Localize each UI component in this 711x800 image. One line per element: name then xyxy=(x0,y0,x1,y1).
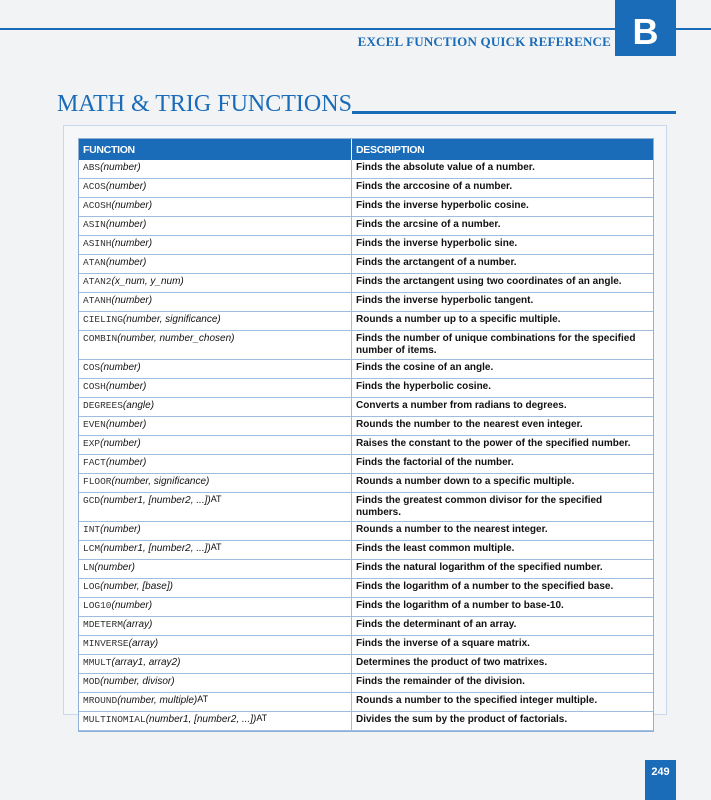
function-name: LN xyxy=(83,562,95,573)
description-cell: Finds the inverse hyperbolic sine. xyxy=(352,236,654,255)
description-cell: Finds the arctangent using two coordinates of an angle. xyxy=(352,274,654,293)
function-cell xyxy=(79,160,352,179)
function-name: ASINH xyxy=(83,238,112,249)
function-name: EXP xyxy=(83,438,101,449)
table-row xyxy=(79,436,653,455)
function-name: LOG xyxy=(83,581,101,592)
function-arguments: (number) xyxy=(111,600,153,611)
description-cell: Finds the least common multiple. xyxy=(352,541,654,560)
function-name: ASIN xyxy=(83,219,106,230)
function-suffix: AT xyxy=(197,694,209,704)
function-cell xyxy=(79,217,352,236)
table-row xyxy=(79,312,653,331)
table-body xyxy=(79,160,653,731)
function-name: DEGREES xyxy=(83,400,123,411)
description-cell: Finds the arctangent of a number. xyxy=(352,255,654,274)
function-cell xyxy=(79,360,352,379)
description-cell: Finds the greatest common divisor for the specified numbers. xyxy=(352,493,654,522)
table-row xyxy=(79,598,653,617)
function-name: ACOS xyxy=(83,181,106,192)
function-cell xyxy=(79,636,352,655)
description-cell: Finds the logarithm of a number to base-10. xyxy=(352,598,654,617)
function-arguments: (number1, [number2, ...]) xyxy=(100,543,211,554)
function-cell xyxy=(79,598,352,617)
table-row xyxy=(79,255,653,274)
function-cell xyxy=(79,693,352,712)
function-arguments: (number, multiple) xyxy=(117,695,198,706)
function-arguments: (angle) xyxy=(122,400,155,411)
description-cell: Determines the product of two matrixes. xyxy=(352,655,654,674)
description-cell: Finds the determinant of an array. xyxy=(352,617,654,636)
function-name: MOD xyxy=(83,676,101,687)
table-row xyxy=(79,160,653,179)
function-name: ATAN2 xyxy=(83,276,112,287)
table-row xyxy=(79,398,653,417)
description-cell: Finds the arccosine of a number. xyxy=(352,179,654,198)
function-arguments: (number) xyxy=(105,257,147,268)
table-row xyxy=(79,617,653,636)
description-cell: Finds the arcsine of a number. xyxy=(352,217,654,236)
function-name: LCM xyxy=(83,543,101,554)
appendix-tab: B xyxy=(615,0,676,56)
table-row xyxy=(79,674,653,693)
description-cell: Finds the cosine of an angle. xyxy=(352,360,654,379)
function-cell xyxy=(79,455,352,474)
function-table xyxy=(78,138,654,732)
table-row xyxy=(79,236,653,255)
table-row xyxy=(79,636,653,655)
table-row xyxy=(79,293,653,312)
description-cell: Converts a number from radians to degrees. xyxy=(352,398,654,417)
function-arguments: (number) xyxy=(100,362,141,373)
table-row xyxy=(79,560,653,579)
column-header-function: FUNCTION xyxy=(79,139,352,160)
function-suffix: AT xyxy=(256,713,268,723)
function-cell xyxy=(79,436,352,455)
table-row xyxy=(79,331,653,360)
description-cell: Finds the number of unique combinations for the specified number of items. xyxy=(352,331,654,360)
function-arguments: (number) xyxy=(105,381,147,392)
function-arguments: (number, divisor) xyxy=(100,676,175,687)
function-cell xyxy=(79,331,352,360)
function-name: FACT xyxy=(83,457,106,468)
function-arguments: (number) xyxy=(111,238,153,249)
function-name: LOG10 xyxy=(83,600,112,611)
function-name: MDETERM xyxy=(83,619,123,630)
running-head: EXCEL FUNCTION QUICK REFERENCE xyxy=(357,34,611,49)
table-row xyxy=(79,579,653,598)
function-name: ATAN xyxy=(83,257,106,268)
function-cell xyxy=(79,179,352,198)
function-name: ATANH xyxy=(83,295,112,306)
table-row xyxy=(79,655,653,674)
table-row xyxy=(79,379,653,398)
function-arguments: (number) xyxy=(105,419,147,430)
function-cell xyxy=(79,541,352,560)
function-cell xyxy=(79,236,352,255)
function-name: MINVERSE xyxy=(83,638,129,649)
function-cell xyxy=(79,293,352,312)
table-row xyxy=(79,179,653,198)
function-suffix: AT xyxy=(210,542,222,552)
function-name: GCD xyxy=(83,495,101,506)
function-arguments: (number) xyxy=(105,219,147,230)
table-row xyxy=(79,541,653,560)
function-cell xyxy=(79,522,352,541)
function-name: FLOOR xyxy=(83,476,112,487)
function-arguments: (number, number_chosen) xyxy=(117,333,235,344)
function-arguments: (number1, [number2, ...]) xyxy=(100,495,211,506)
description-cell: Divides the sum by the product of factorials. xyxy=(352,712,654,731)
table-row xyxy=(79,198,653,217)
table-row xyxy=(79,360,653,379)
description-cell: Finds the natural logarithm of the specified number. xyxy=(352,560,654,579)
function-cell xyxy=(79,560,352,579)
function-name: EVEN xyxy=(83,419,106,430)
section-title: MATH & TRIG FUNCTIONS xyxy=(57,91,352,117)
function-arguments: (number1, [number2, ...]) xyxy=(145,714,257,725)
function-arguments: (number) xyxy=(100,524,141,535)
function-cell xyxy=(79,255,352,274)
function-arguments: (number) xyxy=(105,457,147,468)
table-row xyxy=(79,522,653,541)
function-suffix: AT xyxy=(210,494,222,504)
function-cell xyxy=(79,674,352,693)
table-header-row xyxy=(79,139,653,160)
function-arguments: (number, significance) xyxy=(111,476,210,487)
function-name: ACOSH xyxy=(83,200,112,211)
function-arguments: (number) xyxy=(94,562,135,573)
function-cell xyxy=(79,474,352,493)
function-arguments: (array) xyxy=(128,638,159,649)
function-arguments: (number) xyxy=(105,181,147,192)
description-cell: Finds the logarithm of a number to the specified base. xyxy=(352,579,654,598)
function-name: COMBIN xyxy=(83,333,118,344)
function-cell xyxy=(79,655,352,674)
table-row xyxy=(79,712,653,731)
function-cell xyxy=(79,617,352,636)
table-row xyxy=(79,274,653,293)
function-name: MULTINOMIAL xyxy=(83,714,146,725)
description-cell: Rounds a number down to a specific multiple. xyxy=(352,474,654,493)
function-cell xyxy=(79,417,352,436)
function-name: ABS xyxy=(83,162,101,173)
table-row xyxy=(79,217,653,236)
table-row xyxy=(79,493,653,522)
table-row xyxy=(79,417,653,436)
table-row xyxy=(79,693,653,712)
table-row xyxy=(79,455,653,474)
description-cell: Finds the inverse hyperbolic tangent. xyxy=(352,293,654,312)
description-cell: Raises the constant to the power of the specified number. xyxy=(352,436,654,455)
function-name: INT xyxy=(83,524,101,535)
header-rule xyxy=(0,28,711,30)
description-cell: Rounds the number to the nearest even integer. xyxy=(352,417,654,436)
function-name: MMULT xyxy=(83,657,112,668)
description-cell: Rounds a number up to a specific multiple. xyxy=(352,312,654,331)
table-row xyxy=(79,474,653,493)
title-rule xyxy=(352,111,676,114)
function-name: MROUND xyxy=(83,695,118,706)
function-arguments: (number, significance) xyxy=(122,314,221,325)
function-arguments: (number) xyxy=(111,295,153,306)
function-name: COSH xyxy=(83,381,106,392)
function-arguments: (number, [base]) xyxy=(100,581,173,592)
function-arguments: (array) xyxy=(122,619,153,630)
function-arguments: (number) xyxy=(111,200,153,211)
function-arguments: (array1, array2) xyxy=(111,657,181,668)
function-arguments: (number) xyxy=(100,438,141,449)
function-cell xyxy=(79,579,352,598)
column-header-description: DESCRIPTION xyxy=(352,139,654,160)
function-cell xyxy=(79,198,352,217)
function-cell xyxy=(79,398,352,417)
description-cell: Rounds a number to the nearest integer. xyxy=(352,522,654,541)
description-cell: Rounds a number to the specified integer multiple. xyxy=(352,693,654,712)
function-arguments: (x_num, y_num) xyxy=(111,276,184,287)
description-cell: Finds the inverse of a square matrix. xyxy=(352,636,654,655)
function-cell xyxy=(79,712,352,731)
description-cell: Finds the hyperbolic cosine. xyxy=(352,379,654,398)
function-name: CIELING xyxy=(83,314,123,325)
description-cell: Finds the inverse hyperbolic cosine. xyxy=(352,198,654,217)
description-cell: Finds the factorial of the number. xyxy=(352,455,654,474)
function-cell xyxy=(79,274,352,293)
function-name: COS xyxy=(83,362,101,373)
function-arguments: (number) xyxy=(100,162,141,173)
function-cell xyxy=(79,379,352,398)
page-number: 249 xyxy=(645,760,676,800)
description-cell: Finds the remainder of the division. xyxy=(352,674,654,693)
function-cell xyxy=(79,493,352,522)
description-cell: Finds the absolute value of a number. xyxy=(352,160,654,179)
function-cell xyxy=(79,312,352,331)
